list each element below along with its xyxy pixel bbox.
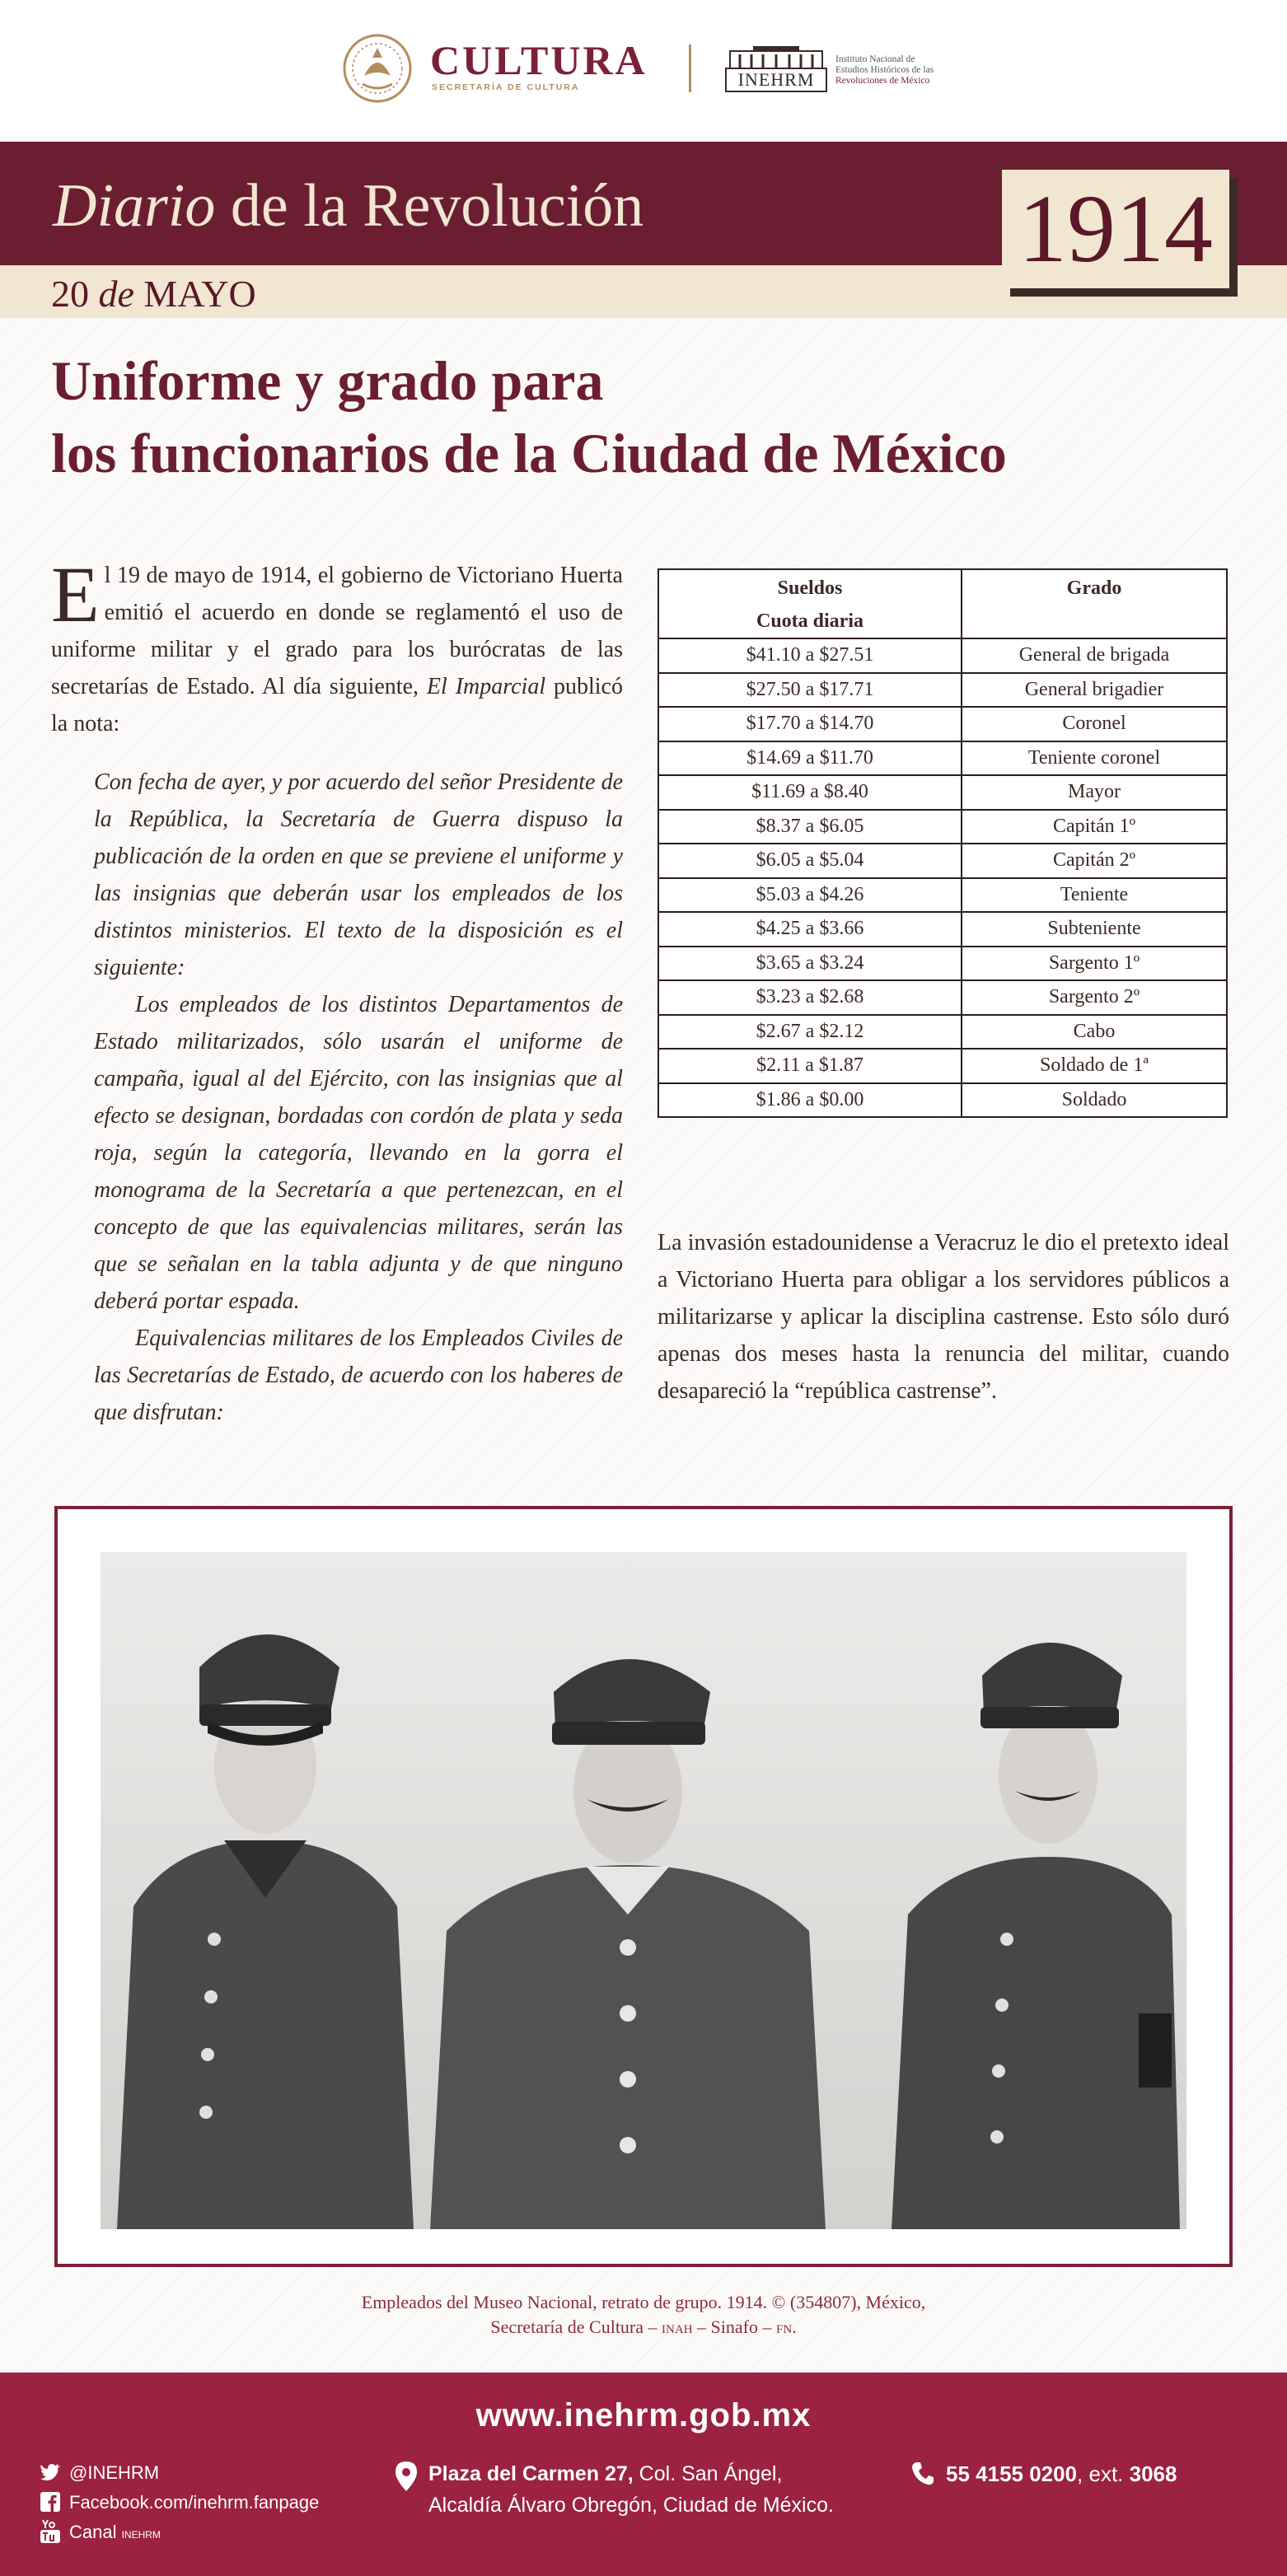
quote-paragraph: Con fecha de ayer, y por acuerdo del señor Presidente de la República, la Secretaría de Guerra dispuso la publicación de la orden en que se previene el uniforme y las insignias que deberán usar los empleados de los distintos ministerios. El texto de la disposición es el siguiente: (94, 769, 623, 980)
youtube-text: Canal (69, 2522, 122, 2542)
caption-fn: fn (775, 2317, 793, 2337)
inehrm-line: Estudios Históricos de las (835, 65, 934, 75)
diario-title-italic: Diario (53, 172, 216, 240)
seal-icon (339, 33, 415, 104)
address-street: Plaza del Carmen 27, (428, 2462, 634, 2485)
rank-cell: Teniente (962, 878, 1227, 913)
twitter-icon (40, 2463, 61, 2481)
facebook-link[interactable] (40, 2488, 319, 2518)
facebook-url: Facebook.com/inehrm.fanpage (69, 2492, 320, 2513)
rank-cell: Capitán 2º (962, 844, 1227, 878)
diario-title-rest: de la Revolución (215, 172, 644, 240)
twitter-link[interactable] (40, 2458, 319, 2488)
headline-line: Uniforme y grado para (51, 349, 604, 412)
youtube-channel: inehrm (121, 2526, 161, 2541)
table-row (658, 844, 1227, 878)
cultura-logo-subtitle: SECRETARÍA DE CULTURA (432, 82, 580, 92)
table-row (658, 912, 1227, 947)
issue-date (51, 272, 256, 316)
quoted-note (94, 764, 623, 1431)
table-row (658, 741, 1227, 776)
address (428, 2458, 834, 2521)
address-line: Alcaldía Álvaro Obregón, Ciudad de México. (428, 2494, 834, 2517)
table-row (658, 1083, 1227, 1118)
salary-cell: $11.69 a $8.40 (658, 775, 962, 810)
table-row (658, 638, 1227, 673)
photo-caption (0, 2290, 1287, 2340)
rank-cell: Soldado (962, 1083, 1227, 1118)
salary-cell: $17.70 a $14.70 (658, 707, 962, 741)
inehrm-logo (725, 46, 827, 94)
table-row (658, 673, 1227, 708)
table-row (658, 1049, 1227, 1083)
quote-paragraph: Equivalencias militares de los Empleados Civiles de las Secretarías de Estado, de acuerdo con los haberes de que disfrutan: (94, 1325, 623, 1425)
rank-cell: Mayor (962, 775, 1227, 810)
lead-text: l 19 de mayo de 1914, el gobierno de Victoriano Huerta emitió el acuerdo en donde se reglamentó el uso de uniforme militar y el grado para los burócratas de las secretarías de Estado. Al día siguiente, (51, 563, 623, 699)
salary-cell: $14.69 a $11.70 (658, 741, 962, 776)
photo-frame (54, 1506, 1233, 2267)
group-portrait-illustration (101, 1552, 1186, 2229)
table-row (658, 1015, 1227, 1050)
date-de: de (98, 273, 134, 315)
inehrm-logo-text: INEHRM (725, 68, 827, 92)
rank-cell: General de brigada (962, 638, 1227, 673)
salary-cell: $27.50 a $17.71 (658, 673, 962, 708)
rank-cell: General brigadier (962, 673, 1227, 708)
article-headline (51, 344, 1238, 489)
date-month: MAYO (133, 273, 256, 315)
salary-column-header (658, 569, 962, 638)
year-box: 1914 (1002, 170, 1229, 288)
rank-cell: Subteniente (962, 912, 1227, 947)
address-line (428, 2458, 834, 2490)
table-row (658, 707, 1227, 741)
rank-cell: Coronel (962, 707, 1227, 741)
building-icon (728, 46, 824, 69)
salary-cell: $2.67 a $2.12 (658, 1015, 962, 1050)
newspaper-name: El Imparcial (426, 674, 546, 699)
phone-icon (911, 2461, 934, 2486)
inehrm-line: Instituto Nacional de (835, 54, 915, 64)
quote-paragraph: Los empleados de los distintos Departamentos de Estado militarizados, sólo usarán el uniforme de campaña, igual al del Ejército, con las insignias que al efecto se designan, bordadas con cordón de plata y seda roja, según la categoría, llevando en la gorra el monograma de la Secretaría a que pertenezcan, en el concepto de que las equivalencias militares, serán las que se señalan en la tabla adjunta y de que ninguno deberá portar espada. (94, 992, 623, 1314)
lead-text-end: publicó la nota: (51, 674, 623, 736)
date-day: 20 (51, 273, 99, 315)
location-pin-icon (395, 2461, 417, 2491)
rank-cell: Teniente coronel (962, 741, 1227, 776)
rank-cell: Capitán 1º (962, 810, 1227, 844)
youtube-icon (40, 2520, 61, 2543)
table-row (658, 947, 1227, 981)
salary-cell: $2.11 a $1.87 (658, 1049, 962, 1083)
salary-cell: $3.23 a $2.68 (658, 980, 962, 1015)
article-left-column (51, 550, 623, 1431)
salary-cell: $6.05 a $5.04 (658, 844, 962, 878)
caption-text: Secretaría de Cultura – (490, 2317, 662, 2337)
caption-text: – Sinafo – (692, 2317, 776, 2337)
phone-number[interactable]: 55 4155 0200 (946, 2461, 1078, 2486)
logo-divider (689, 44, 691, 92)
salary-cell: $5.03 a $4.26 (658, 878, 962, 913)
twitter-handle: @INEHRM (69, 2462, 160, 2483)
salary-rank-table (658, 568, 1228, 1118)
caption-text: . (792, 2317, 797, 2337)
table-row (658, 775, 1227, 810)
caption-line: Empleados del Museo Nacional, retrato de grupo. 1914. © (354807), México, (361, 2292, 926, 2312)
rank-cell: Sargento 1º (962, 947, 1227, 981)
closing-paragraph: La invasión estadounidense a Veracruz le dio el pretexto ideal a Victoriano Huerta para obligar a los servidores públicos a militarizarse y aplicar la disciplina castrense. Esto sólo duró apenas dos meses hasta la renuncia del militar, cuando desapareció la “república castrense”. (658, 1230, 1229, 1404)
cultura-logo-text: CULTURA (430, 37, 648, 83)
header-logos (0, 0, 1287, 142)
phone (946, 2458, 1177, 2490)
rank-cell: Cabo (962, 1015, 1227, 1050)
rank-column-header: Grado (962, 569, 1227, 638)
group-portrait-photo (101, 1552, 1186, 2229)
drop-cap: E (51, 550, 100, 638)
salary-cell: $3.65 a $3.24 (658, 947, 962, 981)
rank-cell: Soldado de 1ª (962, 1049, 1227, 1083)
salary-cell: $8.37 a $6.05 (658, 810, 962, 844)
table-header-row (658, 569, 1227, 638)
website-link[interactable]: www.inehrm.gob.mx (475, 2397, 812, 2433)
salary-cell: $4.25 a $3.66 (658, 912, 962, 947)
table-row (658, 980, 1227, 1015)
phone-ext-label: , ext. (1077, 2461, 1130, 2486)
caption-line (0, 2315, 1287, 2340)
youtube-link[interactable] (40, 2518, 319, 2547)
inehrm-institute-name (835, 54, 934, 86)
salary-cell: $1.86 a $0.00 (658, 1083, 962, 1118)
footer (0, 2373, 1287, 2576)
inehrm-line: Revoluciones de México (835, 76, 930, 86)
phone-extension: 3068 (1129, 2461, 1177, 2486)
salary-header-line: Sueldos (777, 577, 843, 599)
lead-paragraph (51, 550, 623, 742)
salary-header-line: Cuota diaria (756, 610, 863, 632)
table-row (658, 878, 1227, 913)
caption-inah: inah (662, 2317, 693, 2337)
headline-line: los funcionarios de la Ciudad de México (51, 422, 1007, 484)
table-row (658, 810, 1227, 844)
salary-cell: $41.10 a $27.51 (658, 638, 962, 673)
rank-cell: Sargento 2º (962, 980, 1227, 1015)
social-links (40, 2458, 319, 2547)
address-neighborhood: Col. San Ángel, (633, 2462, 783, 2485)
facebook-icon (40, 2492, 61, 2512)
diario-title (53, 171, 644, 241)
